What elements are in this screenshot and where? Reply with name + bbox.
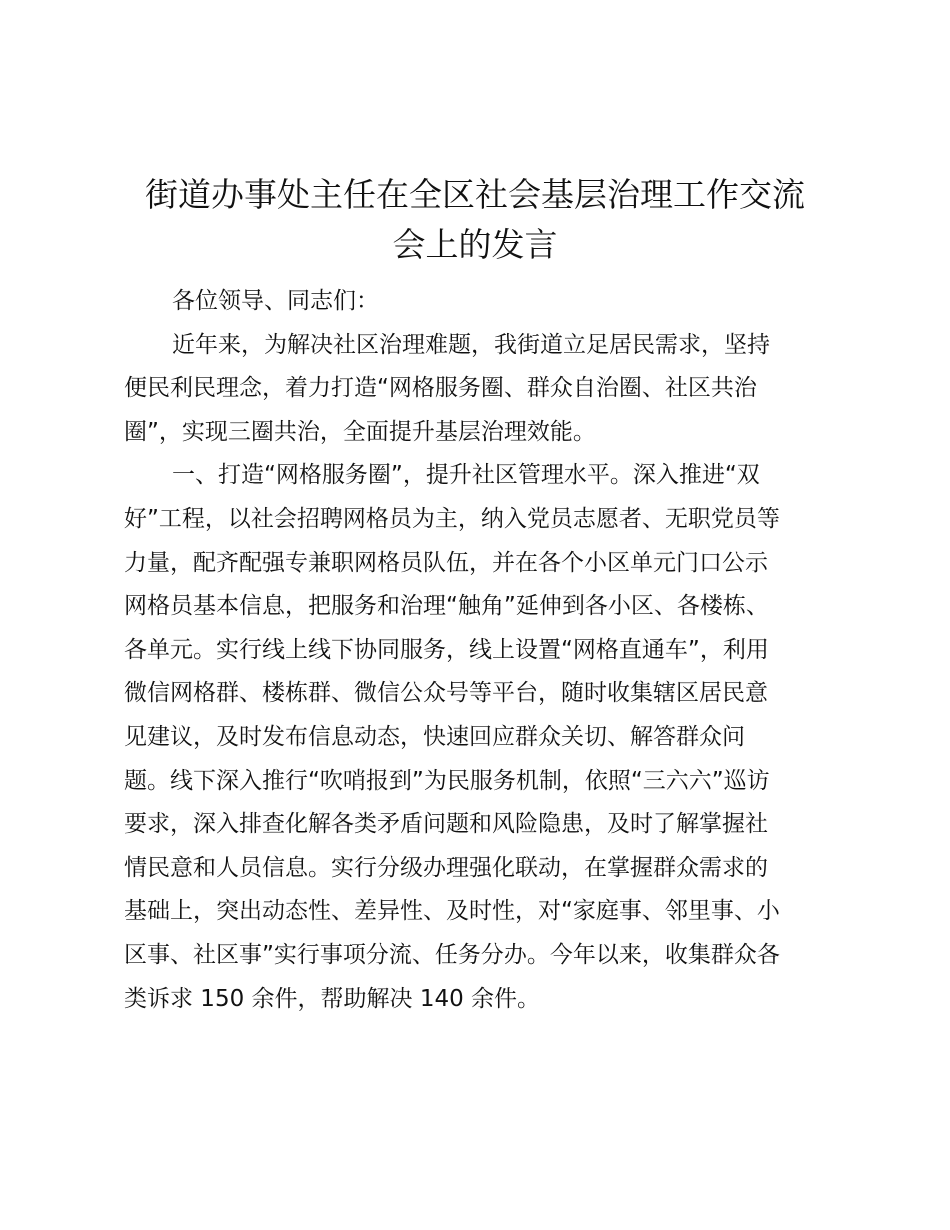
paragraph-line: 近年来，为解决社区治理难题，我街道立足居民需求，坚持 xyxy=(172,331,770,358)
paragraph-line: 圈”，实现三圈共治，全面提升基层治理效能。 xyxy=(124,418,596,445)
paragraph-line: 基础上，突出动态性、差异性、及时性，对“家庭事、邻里事、小 xyxy=(124,898,780,925)
paragraph-line: 各位领导、同志们： xyxy=(172,288,379,314)
intro-paragraph xyxy=(124,324,834,455)
document-body xyxy=(124,280,834,1021)
title-line: 街道办事处主任在全区社会基层治理工作交流 xyxy=(145,175,805,214)
paragraph-line: 一、打造“网格服务圈”，提升社区管理水平。深入推进“双 xyxy=(172,462,760,489)
paragraph-line: 便民利民理念，着力打造“网格服务圈、群众自治圈、社区共治 xyxy=(124,375,757,402)
paragraph-line: 要求，深入排查化解各类矛盾问题和风险隐患，及时了解掌握社 xyxy=(124,811,768,838)
paragraph-line: 力量，配齐配强专兼职网格员队伍，并在各个小区单元门口公示 xyxy=(124,549,768,576)
paragraph-line: 区事、社区事”实行事项分流、任务分办。今年以来，收集群众各 xyxy=(124,941,780,968)
paragraph-line: 见建议，及时发布信息动态，快速回应群众关切、解答群众问 xyxy=(124,723,745,750)
section-one-paragraph xyxy=(124,454,834,1021)
paragraph-line: 类诉求 150 余件，帮助解决 140 余件。 xyxy=(124,985,541,1012)
paragraph-line: 情民意和人员信息。实行分级办理强化联动，在掌握群众需求的 xyxy=(124,854,768,881)
paragraph-line: 好”工程，以社会招聘网格员为主，纳入党员志愿者、无职党员等 xyxy=(124,505,780,532)
paragraph-line: 各单元。实行线上线下协同服务，线上设置“网格直通车”，利用 xyxy=(124,636,769,663)
salutation-paragraph xyxy=(124,280,834,324)
paragraph-line: 网格员基本信息，把服务和治理“触角”延伸到各小区、各楼栋、 xyxy=(124,593,769,620)
title-line: 会上的发言 xyxy=(392,225,558,264)
document-title xyxy=(118,170,832,270)
paragraph-line: 微信网格群、楼栋群、微信公众号等平台，随时收集辖区居民意 xyxy=(124,680,768,707)
paragraph-line: 题。线下深入推行“吹哨报到”为民服务机制，依照“三六六”巡访 xyxy=(124,767,770,794)
